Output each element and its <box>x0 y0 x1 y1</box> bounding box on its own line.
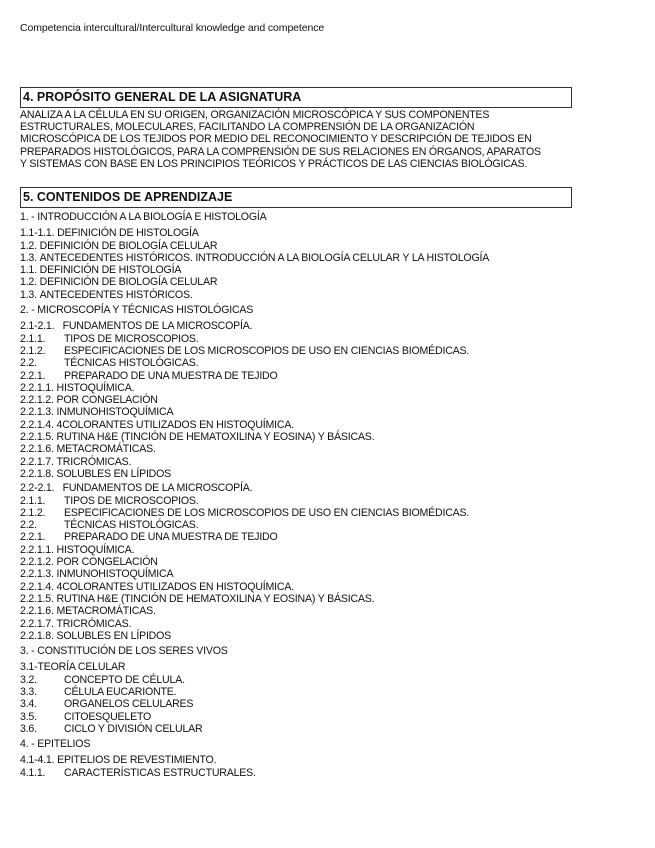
purpose-line: ANALIZA A LA CÉLULA EN SU ORIGEN, ORGANIZACIÓN MICROSCÓPICA Y SUS COMPONENTES <box>20 109 490 121</box>
list-item: 2.2.1. PREPARADO DE UNA MUESTRA DE TEJIDO <box>20 369 278 382</box>
purpose-section <box>20 87 572 170</box>
list-item: 4.1.1. CARACTERÍSTICAS ESTRUCTURALES. <box>20 766 256 779</box>
unit-heading: 4. - EPITELIOS <box>20 738 91 751</box>
list-item: 2.2.1.7. TRICRÓMICAS. <box>20 617 132 630</box>
list-item: 2.2. TÉCNICAS HISTOLÓGICAS. <box>20 357 199 370</box>
unit-heading: 1. - INTRODUCCIÓN A LA BIOLOGÍA E HISTOLOGÍA <box>20 211 267 223</box>
unit-heading: 2. - MICROSCOPÍA Y TÉCNICAS HISTOLÓGICAS <box>20 304 254 317</box>
list-item: 1.1. DEFINICIÓN DE HISTOLOGÍA <box>20 264 182 277</box>
unit-4-items <box>20 754 572 779</box>
list-item: 2.1.2. ESPECIFICACIONES DE LOS MICROSCOPIOS DE USO EN CIENCIAS BIOMÉDICAS. <box>20 344 470 357</box>
list-item: 2.2.1.3. INMUNOHISTOQUÍMICA <box>20 406 174 419</box>
contents-title: 5. CONTENIDOS DE APRENDIZAJE <box>20 187 572 208</box>
list-item: 2.2-2.1. FUNDAMENTOS DE LA MICROSCOPÍA. <box>20 482 253 495</box>
list-item: 2.2.1.7. TRICRÓMICAS. <box>20 455 132 468</box>
list-item: 3.1- TEORÍA CELULAR <box>20 661 126 674</box>
list-item: 2.2.1.8. SOLUBLES EN LÍPIDOS <box>20 629 172 642</box>
list-item: 2.2.1.4. 4COLORANTES UTILIZADOS EN HISTOQUÍMICA. <box>20 418 294 431</box>
list-item: 2.2.1.3. INMUNOHISTOQUÍMICA <box>20 568 174 581</box>
list-item: 1.2. DEFINICIÓN DE BIOLOGÍA CELULAR <box>20 276 218 289</box>
list-item: 2.2.1.2. POR CONGELACIÓN <box>20 556 158 569</box>
list-item: 2.2.1.6. METACROMÁTICAS. <box>20 443 156 456</box>
list-item: 2.1.2. ESPECIFICACIONES DE LOS MICROSCOPIOS DE USO EN CIENCIAS BIOMÉDICAS. <box>20 506 470 519</box>
purpose-title: 4. PROPÓSITO GENERAL DE LA ASIGNATURA <box>20 87 572 108</box>
unit-2-block-2 <box>20 482 572 642</box>
list-item: 1.2. DEFINICIÓN DE BIOLOGÍA CELULAR <box>20 239 218 252</box>
running-header: Competencia intercultural/Intercultural knowledge and competence <box>20 22 325 34</box>
purpose-line: Y SISTEMAS CON BASE EN LOS PRINCIPIOS TEÓRICOS Y PRÁCTICOS DE LAS CIENCIAS BIOLÓGICAS. <box>20 157 528 170</box>
unit-heading: 3. - CONSTITUCIÓN DE LOS SERES VIVOS <box>20 645 228 658</box>
purpose-text <box>20 109 572 170</box>
list-item: 3.2. CONCEPTO DE CÉLULA. <box>20 673 185 686</box>
list-item: 2.1.1. TIPOS DE MICROSCOPIOS. <box>20 332 199 345</box>
list-item: 4.1-4.1. EPITELIOS DE REVESTIMIENTO. <box>20 754 217 767</box>
contents-section <box>20 187 572 779</box>
list-item: 2.2.1.5. RUTINA H&E (TINCIÓN DE HEMATOXILINA Y EOSINA) Y BÁSICAS. <box>20 592 375 605</box>
list-item: 3.6. CICLO Y DIVISIÓN CELULAR <box>20 722 203 735</box>
list-item: 1.3. ANTECEDENTES HISTÓRICOS. <box>20 288 193 301</box>
list-item: 2.2.1.1. HISTOQUÍMICA. <box>20 381 135 394</box>
unit-2-block-1 <box>20 320 572 480</box>
list-item: 3.5. CITOESQUELETO <box>20 710 152 723</box>
list-item: 3.3. CÉLULA EUCARIONTE. <box>20 685 177 698</box>
unit-3-items <box>20 661 572 735</box>
unit-1-items <box>20 227 572 301</box>
list-item: 2.2.1.4. 4COLORANTES UTILIZADOS EN HISTOQUÍMICA. <box>20 580 294 593</box>
contents-body <box>20 211 572 779</box>
list-item: 3.4. ORGANELOS CELULARES <box>20 698 194 711</box>
list-item: 2.1.1. TIPOS DE MICROSCOPIOS. <box>20 494 199 507</box>
list-item: 2.2.1. PREPARADO DE UNA MUESTRA DE TEJIDO <box>20 531 278 544</box>
list-item: 1.3. ANTECEDENTES HISTÓRICOS. INTRODUCCIÓN A LA BIOLOGÍA CELULAR Y LA HISTOLOGÍA <box>20 251 490 264</box>
list-item: 2.2.1.1. HISTOQUÍMICA. <box>20 543 135 556</box>
list-item: 2.2.1.2. POR CONGELACIÓN <box>20 394 158 407</box>
list-item: 2.2. TÉCNICAS HISTOLÓGICAS. <box>20 519 199 532</box>
purpose-line: MICROSCÓPICA DE LOS TEJIDOS POR MEDIO DEL RECONOCIMIENTO Y DESCRIPCIÓN DE TEJIDOS EN <box>20 133 532 146</box>
list-item: 2.2.1.6. METACROMÁTICAS. <box>20 605 156 618</box>
purpose-line: ESTRUCTURALES, MOLECULARES, FACILITANDO LA COMPRENSIÓN DE LA ORGANIZACIÓN <box>20 121 475 134</box>
list-item: 2.2.1.5. RUTINA H&E (TINCIÓN DE HEMATOXILINA Y EOSINA) Y BÁSICAS. <box>20 431 375 444</box>
list-item: 1.1-1.1. DEFINICIÓN DE HISTOLOGÍA <box>20 227 199 240</box>
purpose-line: PREPARADOS HISTOLÓGICOS, PARA LA COMPRENSIÓN DE SUS RELACIONES EN ÓRGANOS, APARATOS <box>20 145 541 158</box>
list-item: 2.2.1.8. SOLUBLES EN LÍPIDOS <box>20 467 172 480</box>
list-item: 2.1-2.1. FUNDAMENTOS DE LA MICROSCOPÍA. <box>20 320 253 333</box>
